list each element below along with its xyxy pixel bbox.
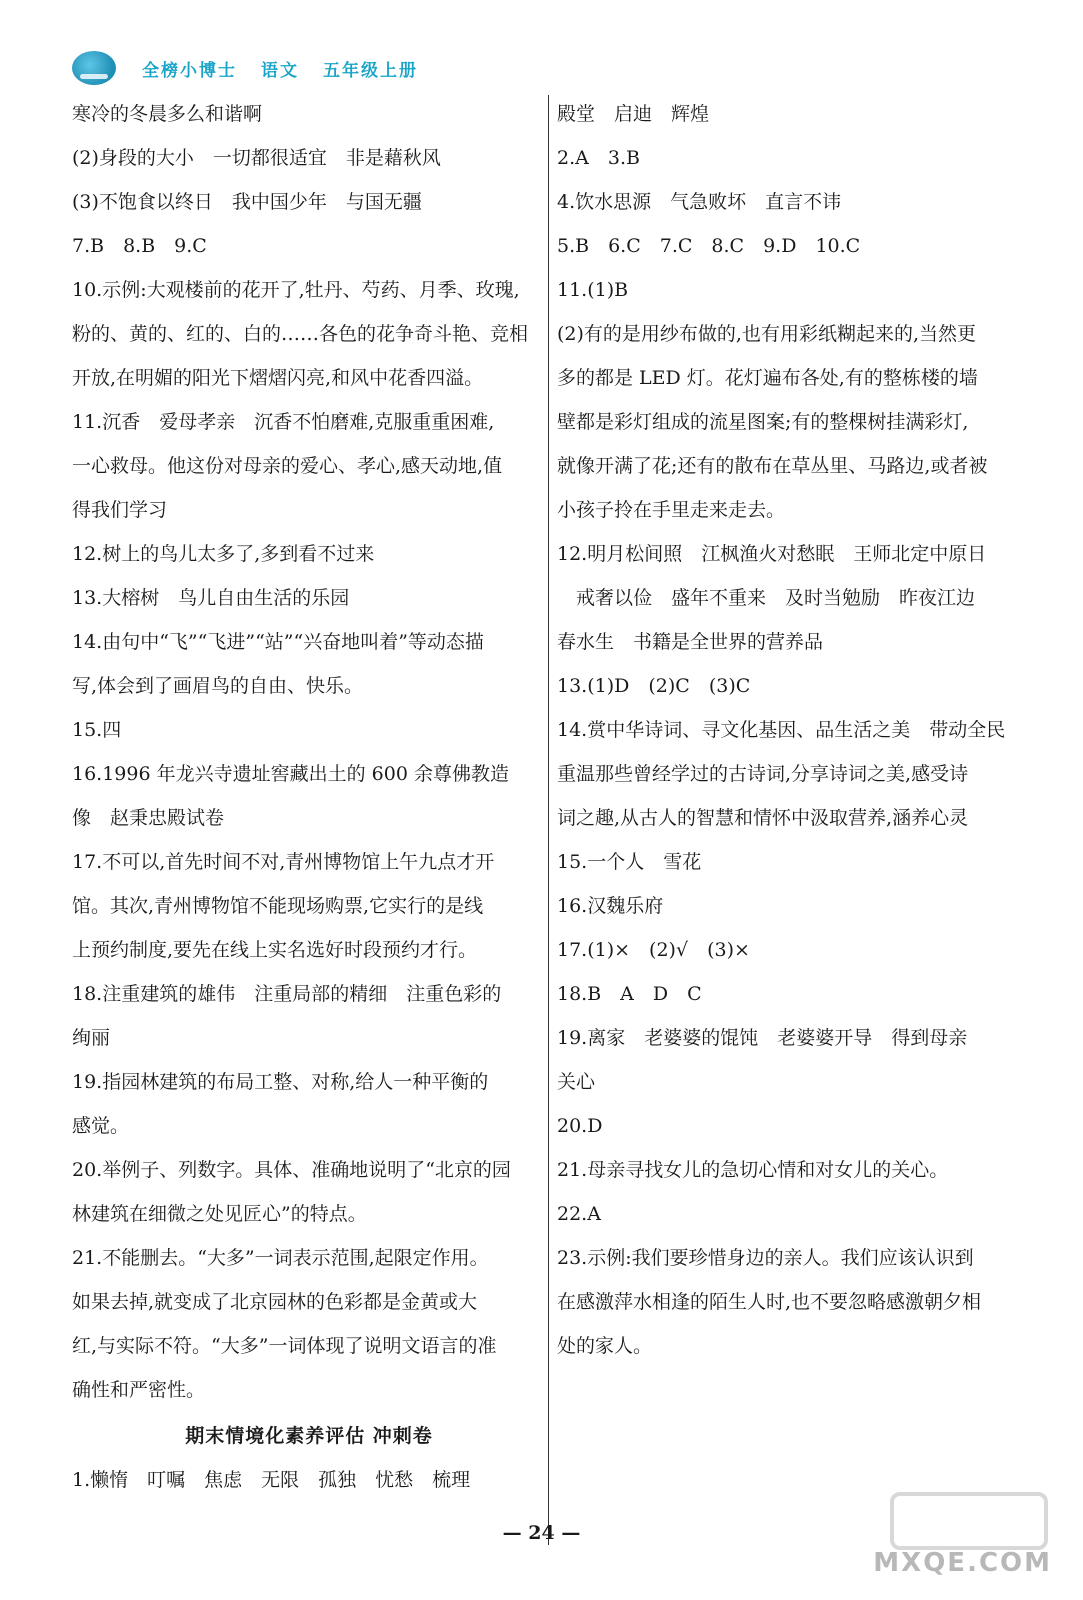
- answer-line: 就像开满了花;还有的散布在草丛里、马路边,或者被: [557, 455, 988, 477]
- answer-line: 小孩子拎在手里走来走去。: [557, 499, 786, 521]
- answer-line: 11.(1)B: [557, 279, 629, 301]
- right-answer-lines: [557, 92, 1027, 1368]
- answer-line: 10.示例:大观楼前的花开了,牡丹、芍药、月季、玫瑰,: [72, 279, 520, 301]
- answer-line: 15.一个人 雪花: [557, 851, 702, 873]
- answer-line: 23.示例:我们要珍惜身边的亲人。我们应该认识到: [557, 1247, 974, 1269]
- watermark-text: MXQE.COM: [873, 1548, 1052, 1578]
- answer-line: 7.B 8.B 9.C: [72, 235, 207, 257]
- answer-line: 写,体会到了画眉鸟的自由、快乐。: [72, 675, 364, 697]
- book-logo-icon: [72, 51, 116, 85]
- answer-line: 14.由句中“飞”“飞进”“站”“兴奋地叫着”等动态描: [72, 631, 484, 653]
- answer-line: 戒奢以俭 盛年不重来 及时当勉励 昨夜江边: [557, 587, 976, 609]
- grade-title: 五年级上册: [323, 60, 418, 81]
- answer-line: 处的家人。: [557, 1335, 653, 1357]
- answer-line: 11.沉香 爱母孝亲 沉香不怕磨难,克服重重困难,: [72, 411, 495, 433]
- answer-line: 21.不能删去。“大多”一词表示范围,起限定作用。: [72, 1247, 489, 1269]
- answer-line: 21.母亲寻找女儿的急切心情和对女儿的关心。: [557, 1159, 949, 1181]
- answer-line: 15.四: [72, 719, 122, 741]
- answer-line: (2)身段的大小 一切都很适宜 非是藉秋风: [72, 147, 441, 169]
- watermark-logo: [873, 1488, 1070, 1588]
- answer-line: 20.D: [557, 1115, 603, 1137]
- answer-line: 殿堂 启迪 辉煌: [557, 103, 710, 125]
- series-title: 全榜小博士: [142, 60, 237, 81]
- answer-line: 多的都是 LED 灯。花灯遍布各处,有的整栋楼的墙: [557, 367, 978, 389]
- column-divider: [548, 95, 549, 1545]
- page-header: [72, 48, 442, 88]
- answer-line: 红,与实际不符。“大多”一词体现了说明文语言的准: [72, 1335, 497, 1357]
- answer-line: 重温那些曾经学过的古诗词,分享诗词之美,感受诗: [557, 763, 969, 785]
- answer-line: 13.大榕树 鸟儿自由生活的乐园: [72, 587, 350, 609]
- answer-line: 感觉。: [72, 1115, 130, 1137]
- answer-line: 2.A 3.B: [557, 147, 640, 169]
- answer-line: 18.B A D C: [557, 983, 702, 1005]
- page-number: — 24 —: [502, 1522, 581, 1544]
- answer-line: 在感激萍水相逢的陌生人时,也不要忽略感激朝夕相: [557, 1291, 982, 1313]
- right-column: [557, 92, 1027, 1368]
- answer-line: 22.A: [557, 1203, 601, 1225]
- answer-line: 开放,在明媚的阳光下熠熠闪亮,和风中花香四溢。: [72, 367, 484, 389]
- section-title: 期末情境化素养评估 冲刺卷: [185, 1425, 433, 1447]
- answer-line: 18.注重建筑的雄伟 注重局部的精细 注重色彩的: [72, 983, 502, 1005]
- answer-line: 1.懒惰 叮嘱 焦虑 无限 孤独 忧愁 梳理: [72, 1469, 471, 1491]
- answer-line: 绚丽: [72, 1027, 111, 1049]
- subject-title: 语文: [261, 60, 299, 81]
- answer-line: 馆。其次,青州博物馆不能现场购票,它实行的是线: [72, 895, 484, 917]
- answer-line: (2)有的是用纱布做的,也有用彩纸糊起来的,当然更: [557, 323, 976, 345]
- answer-line: 12.树上的鸟儿太多了,多到看不过来: [72, 543, 375, 565]
- answer-line: 春水生 书籍是全世界的营养品: [557, 631, 824, 653]
- left-after-lines: [72, 1458, 546, 1502]
- answer-line: 4.饮水思源 气急败坏 直言不讳: [557, 191, 842, 213]
- answer-line: 16.汉魏乐府: [557, 895, 664, 917]
- watermark-stamp-icon: [890, 1492, 1048, 1550]
- answer-line: 19.指园林建筑的布局工整、对称,给人一种平衡的: [72, 1071, 489, 1093]
- answer-line: 5.B 6.C 7.C 8.C 9.D 10.C: [557, 235, 861, 257]
- answer-line: 17.(1)× (2)√ (3)×: [557, 939, 750, 961]
- answer-line: 如果去掉,就变成了北京园林的色彩都是金黄或大: [72, 1291, 478, 1313]
- answer-line: 20.举例子、列数字。具体、准确地说明了“北京的园: [72, 1159, 511, 1181]
- answer-line: (3)不饱食以终日 我中国少年 与国无疆: [72, 191, 422, 213]
- answer-line: 确性和严密性。: [72, 1379, 206, 1401]
- answer-line: 壁都是彩灯组成的流星图案;有的整棵树挂满彩灯,: [557, 411, 969, 433]
- answer-line: 词之趣,从古人的智慧和情怀中汲取营养,涵养心灵: [557, 807, 969, 829]
- answer-line: 13.(1)D (2)C (3)C: [557, 675, 751, 697]
- answer-line: 得我们学习: [72, 499, 168, 521]
- answer-line: 寒冷的冬晨多么和谐啊: [72, 103, 263, 125]
- answer-line: 14.赏中华诗词、寻文化基因、品生活之美 带动全民: [557, 719, 1006, 741]
- answer-line: 16.1996 年龙兴寺遗址窖藏出土的 600 余尊佛教造: [72, 763, 509, 785]
- answer-line: 粉的、黄的、红的、白的……各色的花争奇斗艳、竞相: [72, 323, 529, 345]
- answer-line: 关心: [557, 1071, 596, 1093]
- answer-line: 一心救母。他这份对母亲的爱心、孝心,感天动地,值: [72, 455, 503, 477]
- left-answer-lines: [72, 92, 546, 1412]
- answer-line: 林建筑在细微之处见匠心”的特点。: [72, 1203, 367, 1225]
- answer-line: 17.不可以,首先时间不对,青州博物馆上午九点才开: [72, 851, 495, 873]
- answer-line: 12.明月松间照 江枫渔火对愁眠 王师北定中原日: [557, 543, 987, 565]
- answer-line: 上预约制度,要先在线上实名选好时段预约才行。: [72, 939, 478, 961]
- left-column: [72, 92, 546, 1502]
- answer-line: 像 赵秉忠殿试卷: [72, 807, 225, 829]
- answer-line: 19.离家 老婆婆的馄饨 老婆婆开导 得到母亲: [557, 1027, 968, 1049]
